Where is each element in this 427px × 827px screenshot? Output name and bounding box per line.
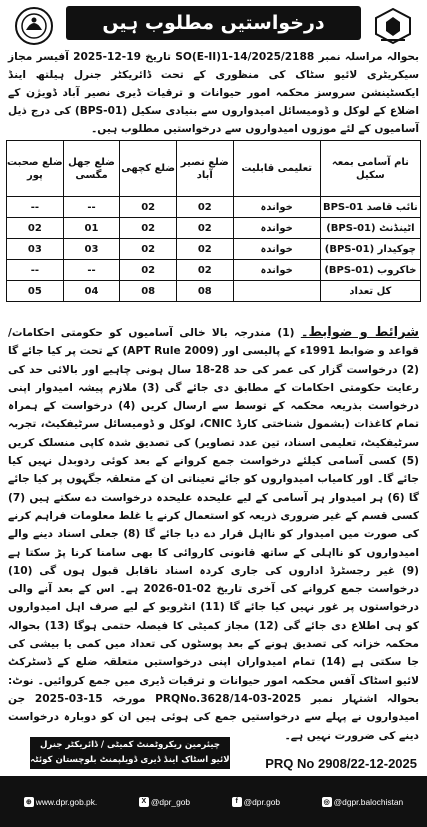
- instagram-label: @dgpr.balochistan: [333, 796, 404, 807]
- page-title: درخواستیں مطلوب ہیں: [66, 6, 361, 40]
- cell-qualification: خواندہ: [233, 260, 320, 281]
- cell-count: --: [63, 260, 120, 281]
- intro-paragraph: بحوالہ مراسلہ نمبر SO(E-II)1-14/2025/2188 تاریخ 19-12-2025 آفیسر مجاز سیکریٹری لائیو سٹاک کی منظوری کے تحت ڈائریکٹر جنرل ہیلتھ اینڈ ایکسٹینشن سروسز محکمہ امور حیوانات و ترقیات ڈیری نصیر آباد ڈویژن کے اضلاع کے لوکل و ڈومیسائل امیدواروں سے بنیادی سکیل (BPS-01) کی درج ذیل آسامیوں کے لئے موزوں امیدواروں سے درخواستیں مطلوب ہیں۔: [8, 51, 419, 135]
- cell-count: 03: [7, 239, 64, 260]
- cell-empty: [233, 281, 320, 302]
- signature-block: [30, 737, 230, 769]
- table-row: [7, 197, 421, 218]
- cell-total: 08: [120, 281, 177, 302]
- header: [6, 6, 421, 42]
- table-row: [7, 239, 421, 260]
- twitter-link[interactable]: [139, 797, 190, 807]
- cell-count: 02: [120, 260, 177, 281]
- cell-count: 02: [176, 239, 233, 260]
- prq-number: PRQ No 2908/22-12-2025: [265, 756, 417, 771]
- signature-line-1: چیئرمین ریکروٹمنٹ کمیٹی / ڈائریکٹر جنرل: [39, 740, 221, 750]
- cell-total: 08: [176, 281, 233, 302]
- twitter-icon: X: [139, 797, 149, 807]
- terms-title: شرائط و ضوابط۔: [300, 325, 419, 340]
- cell-qualification: خواندہ: [233, 218, 320, 239]
- cell-qualification: خواندہ: [233, 239, 320, 260]
- cell-total: 04: [63, 281, 120, 302]
- col-header-qualification: تعلیمی قابلیت: [233, 141, 320, 197]
- vacancies-table: [6, 140, 421, 302]
- terms-and-conditions: [8, 324, 419, 745]
- cell-post: نائب قاصد BPS-01: [320, 197, 420, 218]
- terms-body: (1) مندرجہ بالا خالی آسامیوں کو حکومتی احکامات/قواعد و ضوابط 1991ء کے پالیسی اور (APT Rule 2009) کے تحت پر کیا جائے گا (2) درخواست گزار کی عمر کی حد 28-18 سال ہونی چاہیے اور بالائی حد کی رعایت حکومتی احکامات کے مطابق دی جائے گی (3) ملازم پیشہ امیدوار اپنی درخواست بذریعہ محکمہ کے توسط سے ارسال کریں (4) درخواست کے ہمراہ تمام کاغذات (بشمول شناختی کارڈ CNIC، لوکل و ڈومیسائل سرٹیفکیٹ، تجربہ سرٹیفکیٹ، تعلیمی اسناد، تین عدد تصاویر) کی تصدیق شدہ کاپی منسلک کریں (5) کسی آسامی کیلئے درخواست جمع کروانے کے بعد کوئی ردوبدل نہیں کیا جائے گا۔ اور کامیاب امیدواروں کو جائے تعیناتی ان کے متعلقہ جگہوں پر کیا جائے گا (6) ہر امیدوار ہر آسامی کے لیے علیحدہ علیحدہ درخواست دے سکتے ہیں (7) کسی قسم کے غیر ضروری ذریعہ کو استعمال کرنے یا غلط معلومات فراہم کرنے کی صورت میں امیدوار کو نااہل قرار دے دیا جائے گا (8) جعلی اسناد دینے والے امیدواروں کو نااہلی کے ساتھ قانونی کاروائی کا بھی سامنا کرنا پڑ سکتا ہے (9) غیر رجسٹرڈ اداروں کی جاری کردہ اسناد ناقابل قبول ہوں گی (10) درخواست جمع کروانے کی آخری تاریخ 02-01-2026 ہے۔ اس کے بعد آنے والی درخواستوں پر غور نہیں کیا جائے گا (11) انٹرویو کے لیے صرف اہل امیدواروں کو ہی اطلاع دی جائے گی (12) مجاز کمیٹی کا فیصلہ حتمی ہوگا (13) بحوالہ محکمہ خزانہ کی تصدیق ہونے کے بعد پوسٹوں کی تعداد میں کمی یا بیشی کی جا سکتی ہے (14) تمام امیدواران اپنی درخواستیں متعلقہ ضلع کے ڈسٹرکٹ لائیو اسٹاک آفس محکمہ امور حیوانات و ترقیات ڈیری میں جمع کروائیں۔: [8, 327, 420, 687]
- cell-count: --: [7, 197, 64, 218]
- table-total-row: [7, 281, 421, 302]
- cell-count: 02: [120, 197, 177, 218]
- note-text: بحوالہ اشتہار نمبر PRQNo.3628/14-03-2025 مورخہ 15-03-2025 جن امیدواروں نے پہلے سے درخواستیں جمع کی ہوئی ہیں ان کو دوبارہ درخواست دینے کی ضرورت نہیں ہے۔: [8, 692, 419, 742]
- col-header-sohbatpur: ضلع صحبت پور: [7, 141, 64, 197]
- cell-count: 02: [120, 239, 177, 260]
- cell-post: چوکیدار (BPS-01): [320, 239, 420, 260]
- cell-post: خاکروب (BPS-01): [320, 260, 420, 281]
- facebook-link[interactable]: [232, 797, 280, 807]
- facebook-label: @dpr.gob: [243, 796, 281, 807]
- col-header-jhal-magsi: ضلع جھل مگسی: [63, 141, 120, 197]
- social-footer: [0, 776, 427, 827]
- cell-count: 02: [120, 218, 177, 239]
- cell-total-label: کل تعداد: [320, 281, 420, 302]
- vacancies-table-wrap: [6, 140, 421, 302]
- table-row: [7, 218, 421, 239]
- instagram-icon: ◎: [323, 798, 330, 806]
- instagram-link[interactable]: [322, 797, 404, 807]
- note-label: نوٹ:: [8, 674, 34, 687]
- cell-count: 02: [176, 197, 233, 218]
- cell-count: --: [63, 197, 120, 218]
- globe-icon: ⊕: [24, 797, 34, 807]
- col-header-post: نام آسامی بمعہ سکیل: [320, 141, 420, 197]
- cell-count: 01: [63, 218, 120, 239]
- website-label: www.dpr.gob.pk.: [35, 796, 98, 807]
- col-header-kachhi: ضلع کچھی: [120, 141, 177, 197]
- cell-count: --: [7, 260, 64, 281]
- signature-line-2: لائیو اسٹاک اینڈ ڈیری ڈویلپمنٹ بلوچستان کوئٹہ: [30, 755, 230, 765]
- government-logo-right-icon: [371, 6, 415, 46]
- cell-count: 02: [7, 218, 64, 239]
- cell-post: اٹینڈنٹ (BPS-01): [320, 218, 420, 239]
- cell-count: 02: [176, 260, 233, 281]
- twitter-label: @dpr_gob: [150, 796, 191, 807]
- cell-total: 05: [7, 281, 64, 302]
- table-row: [7, 260, 421, 281]
- facebook-icon: f: [232, 797, 242, 807]
- cell-count: 02: [176, 218, 233, 239]
- col-header-nasirabad: ضلع نصیر آباد: [176, 141, 233, 197]
- cell-count: 03: [63, 239, 120, 260]
- website-link[interactable]: [24, 797, 97, 807]
- cell-qualification: خواندہ: [233, 197, 320, 218]
- table-header-row: [7, 141, 421, 197]
- department-logo-left-icon: [12, 6, 56, 46]
